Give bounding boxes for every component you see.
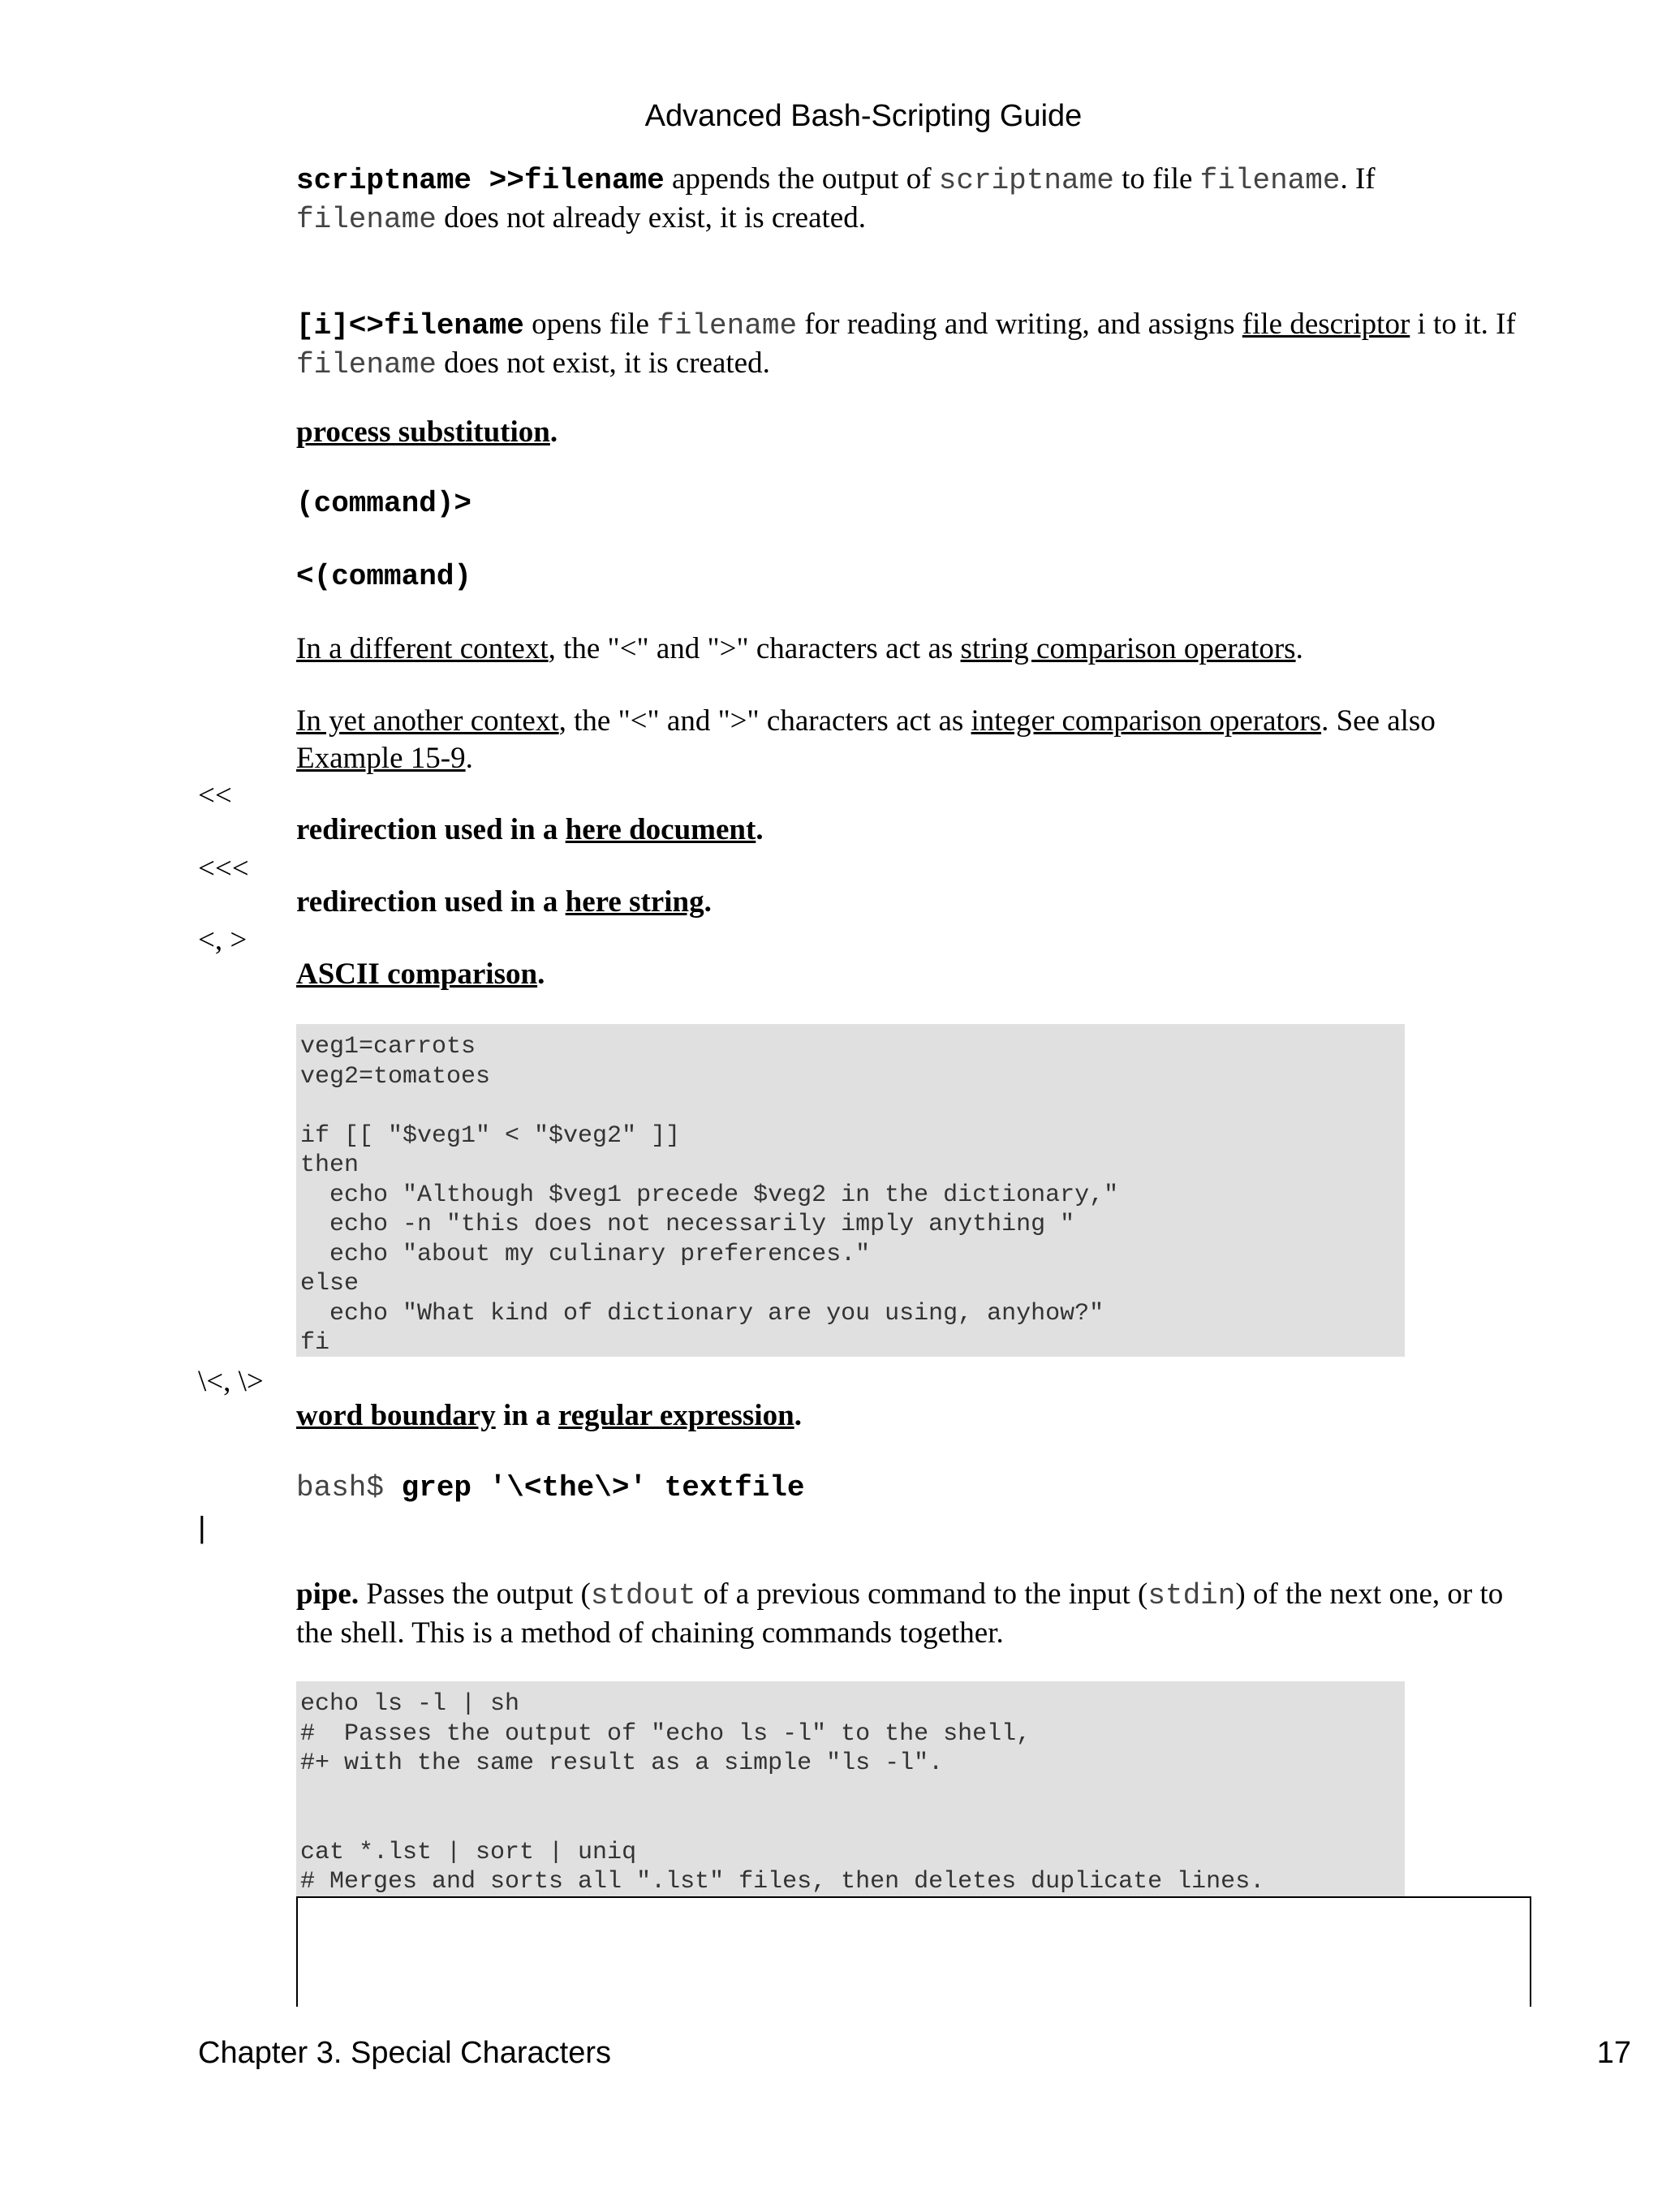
- readwrite-text-4: does not exist, it is created.: [436, 346, 770, 380]
- ascii-comparison-dot: .: [537, 958, 545, 991]
- heredoc-text-1: redirection used in a: [296, 813, 566, 846]
- process-substitution-dot: .: [549, 415, 558, 449]
- code-line: # Merges and sorts all ".lst" files, then deletes duplicate lines.: [300, 1868, 1265, 1896]
- pipe-text-1: Passes the output (: [359, 1577, 591, 1611]
- word-boundary-definition: [296, 1397, 1635, 1435]
- readwrite-mono-2: filename: [296, 348, 437, 381]
- process-substitution-paragraph: [296, 414, 1635, 451]
- code-line: echo "about my culinary preferences.": [300, 1240, 871, 1268]
- stdin-mono: stdin: [1147, 1579, 1236, 1612]
- code-line: echo "What kind of dictionary are you using, anyhow?": [300, 1299, 1104, 1328]
- heredoc-definition: [296, 811, 1635, 849]
- append-mono-1: scriptname: [938, 164, 1114, 197]
- code-line: [300, 1091, 1401, 1121]
- append-text-3: . If: [1340, 162, 1376, 196]
- append-redirect-paragraph: [296, 161, 1635, 239]
- context2-text-2: . See also: [1321, 704, 1436, 738]
- heredoc-text-2: .: [756, 813, 764, 846]
- here-string-link[interactable]: here string: [565, 885, 704, 919]
- word-boundary-link[interactable]: word boundary: [296, 1399, 496, 1432]
- grep-example: [296, 1469, 805, 1504]
- readwrite-text-2: for reading and writing, and assigns: [797, 308, 1242, 341]
- ascii-comparison-link[interactable]: ASCII comparison: [296, 958, 538, 991]
- herestring-definition: [296, 884, 1635, 921]
- integer-comparison-paragraph: [296, 703, 1635, 777]
- pipe-lead: pipe.: [296, 1577, 360, 1611]
- different-context-link[interactable]: In a different context: [296, 632, 549, 665]
- term-pipe: |: [198, 1511, 206, 1544]
- readwrite-command: [i]<>filename: [296, 309, 524, 342]
- pipe-text-4: the shell. This is a method of chaining commands together.: [296, 1616, 1004, 1650]
- string-comparison-link[interactable]: string comparison operators: [960, 632, 1296, 665]
- continued-frame: [296, 1896, 1531, 2007]
- context2-text-1: , the "<" and ">" characters act as: [558, 704, 971, 738]
- readwrite-redirect-paragraph: [296, 306, 1635, 384]
- context1-text-2: .: [1295, 632, 1303, 665]
- append-command: scriptname >>filename: [296, 164, 665, 197]
- term-herestring: <<<: [198, 852, 249, 885]
- code-line: echo "Although $veg1 precede $veg2 in the dictionary,": [300, 1181, 1119, 1209]
- string-comparison-paragraph: [296, 630, 1635, 668]
- append-mono-3: filename: [296, 203, 437, 236]
- term-heredoc: <<: [198, 779, 232, 812]
- append-text-1: appends the output of: [664, 162, 939, 196]
- code-line: #+ with the same result as a simple "ls -l".: [300, 1749, 944, 1777]
- term-ascii-comparison: <, >: [198, 923, 248, 957]
- integer-comparison-link[interactable]: integer comparison operators: [971, 704, 1322, 738]
- append-text-2: to file: [1113, 162, 1200, 196]
- regular-expression-link[interactable]: regular expression: [558, 1399, 794, 1432]
- file-descriptor-link[interactable]: file descriptor: [1242, 308, 1410, 341]
- pipe-text-3: ) of the next one, or to: [1235, 1577, 1504, 1611]
- readwrite-text-1: opens file: [523, 308, 657, 341]
- code-line: [300, 1808, 1401, 1838]
- context2-text-3: .: [465, 742, 473, 775]
- command-output-substitution: (command)>: [296, 487, 472, 520]
- code-line: # Passes the output of "echo ls -l" to the shell,: [300, 1719, 1031, 1748]
- code-line: echo ls -l | sh: [300, 1690, 520, 1718]
- code-line: if [[ "$veg1" < "$veg2" ]]: [300, 1121, 681, 1150]
- code-line: veg2=tomatoes: [300, 1062, 491, 1091]
- ascii-comparison-definition: [296, 956, 1635, 993]
- here-document-link[interactable]: here document: [565, 813, 756, 846]
- stdout-mono: stdout: [590, 1579, 696, 1612]
- code-block-pipe-examples: [296, 1681, 1405, 1896]
- footer-chapter: Chapter 3. Special Characters: [198, 2036, 612, 2070]
- process-substitution-link[interactable]: process substitution: [296, 415, 550, 449]
- code-line: fi: [300, 1329, 330, 1357]
- term-word-boundary: \<, \>: [198, 1365, 264, 1398]
- another-context-link[interactable]: In yet another context: [296, 704, 559, 738]
- code-line: else: [300, 1270, 360, 1298]
- pipe-text-2: of a previous command to the input (: [695, 1577, 1148, 1611]
- code-line: then: [300, 1151, 360, 1179]
- footer-page-number: 17: [1596, 2036, 1631, 2070]
- example-15-9-link[interactable]: Example 15-9: [296, 742, 466, 775]
- code-line: [300, 1779, 1401, 1809]
- shell-prompt: bash$: [296, 1471, 402, 1504]
- code-line: echo -n "this does not necessarily imply anything ": [300, 1211, 1075, 1238]
- context1-text-1: , the "<" and ">" characters act as: [548, 632, 961, 665]
- code-line: cat *.lst | sort | uniq: [300, 1838, 637, 1866]
- code-line: veg1=carrots: [300, 1033, 476, 1061]
- herestring-text-2: .: [704, 885, 712, 919]
- running-header: Advanced Bash-Scripting Guide: [644, 99, 1083, 133]
- readwrite-mono-1: filename: [657, 309, 798, 342]
- append-text-4: does not already exist, it is created.: [436, 201, 866, 235]
- grep-command: grep '\<the\>' textfile: [401, 1471, 805, 1504]
- command-input-substitution: <(command): [296, 560, 472, 593]
- code-block-veg-comparison: [296, 1024, 1405, 1357]
- herestring-text-1: redirection used in a: [296, 885, 566, 919]
- word-boundary-text-2: .: [794, 1399, 802, 1432]
- word-boundary-text-1: in a: [495, 1399, 558, 1432]
- readwrite-text-3: i to it. If: [1410, 308, 1516, 341]
- append-mono-2: filename: [1199, 164, 1341, 197]
- pipe-definition-paragraph: [296, 1576, 1635, 1652]
